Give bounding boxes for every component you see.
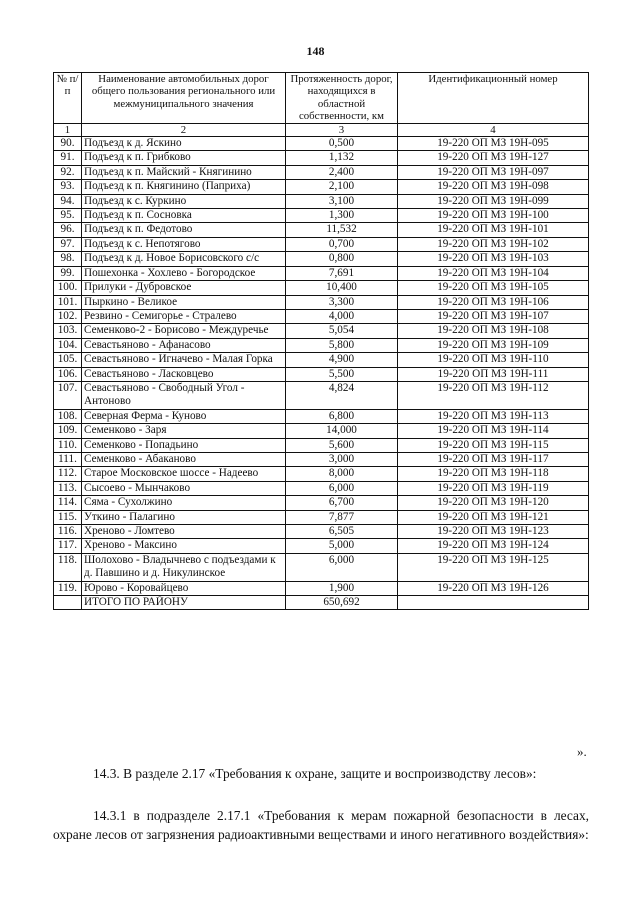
row-number: 105.: [54, 353, 82, 367]
road-id: 19-220 ОП МЗ 19Н-112: [398, 381, 589, 409]
header-length: Протяженность дорог, находящихся в областной собственности, км: [286, 73, 398, 124]
column-number: 3: [286, 123, 398, 136]
table-row: [54, 481, 589, 495]
table-row: [54, 496, 589, 510]
road-id: 19-220 ОП МЗ 19Н-104: [398, 266, 589, 280]
row-number: 91.: [54, 151, 82, 165]
table-body: [54, 137, 589, 610]
road-length: 7,691: [286, 266, 398, 280]
road-length: 6,800: [286, 409, 398, 423]
road-name: Уткино - Палагино: [82, 510, 286, 524]
road-length: 1,300: [286, 209, 398, 223]
road-id: 19-220 ОП МЗ 19Н-109: [398, 338, 589, 352]
road-name: Семенково-2 - Борисово - Междуречье: [82, 324, 286, 338]
table-row: [54, 252, 589, 266]
table-row: [54, 223, 589, 237]
road-id: 19-220 ОП МЗ 19Н-099: [398, 194, 589, 208]
row-number: 98.: [54, 252, 82, 266]
road-name: Сяма - Сухолжино: [82, 496, 286, 510]
road-length: 11,532: [286, 223, 398, 237]
road-name: Старое Московское шоссе - Надеево: [82, 467, 286, 481]
road-length: 650,692: [286, 596, 398, 610]
road-length: 0,700: [286, 237, 398, 251]
road-name: Пошехонка - Хохлево - Богородское: [82, 266, 286, 280]
road-length: 1,900: [286, 581, 398, 595]
row-number: 113.: [54, 481, 82, 495]
table-header-row: [54, 73, 589, 124]
total-row: [54, 596, 589, 610]
row-number: 100.: [54, 281, 82, 295]
road-id: 19-220 ОП МЗ 19Н-110: [398, 353, 589, 367]
road-length: 0,500: [286, 137, 398, 151]
road-name: Севастьяново - Ласковцево: [82, 367, 286, 381]
road-name: Подъезд к п. Княгинино (Паприха): [82, 180, 286, 194]
row-number: 104.: [54, 338, 82, 352]
roads-table: [53, 72, 589, 610]
road-name: Пыркино - Великое: [82, 295, 286, 309]
road-length: 10,400: [286, 281, 398, 295]
header-number: № п/п: [54, 73, 82, 124]
road-id: 19-220 ОП МЗ 19Н-115: [398, 438, 589, 452]
road-name: Прилуки - Дубровское: [82, 281, 286, 295]
column-number: 4: [398, 123, 589, 136]
road-name: Подъезд к с. Куркино: [82, 194, 286, 208]
road-length: 3,100: [286, 194, 398, 208]
road-id: 19-220 ОП МЗ 19Н-111: [398, 367, 589, 381]
row-number: 119.: [54, 581, 82, 595]
table-row: [54, 409, 589, 423]
road-length: 14,000: [286, 424, 398, 438]
header-road-name: Наименование автомобильных дорог общего пользования регионального или межмуниципального значения: [82, 73, 286, 124]
road-name: Подъезд к п. Майский - Княгинино: [82, 165, 286, 179]
road-id: 19-220 ОП МЗ 19Н-108: [398, 324, 589, 338]
table-row: [54, 467, 589, 481]
road-id: 19-220 ОП МЗ 19Н-101: [398, 223, 589, 237]
paragraph-14-3: 14.3. В разделе 2.17 «Требования к охране, защите и воспроизводству лесов»:: [93, 766, 537, 781]
road-length: 8,000: [286, 467, 398, 481]
road-id: 19-220 ОП МЗ 19Н-125: [398, 553, 589, 581]
road-name: Семенково - Абаканово: [82, 452, 286, 466]
column-number: 2: [82, 123, 286, 136]
page-number: 148: [306, 44, 325, 58]
road-name: Хреново - Ломтево: [82, 525, 286, 539]
road-length: 4,824: [286, 381, 398, 409]
table-row: [54, 452, 589, 466]
road-length: 6,505: [286, 525, 398, 539]
header-id-number: Идентификационный номер: [398, 73, 589, 124]
table-row: [54, 281, 589, 295]
row-number: 93.: [54, 180, 82, 194]
table-row: [54, 209, 589, 223]
row-number: 110.: [54, 438, 82, 452]
road-id: 19-220 ОП МЗ 19Н-120: [398, 496, 589, 510]
table-row: [54, 295, 589, 309]
road-name: Севастьяново - Афанасово: [82, 338, 286, 352]
road-name: Севастьяново - Свободный Угол - Антоново: [82, 381, 286, 409]
road-id: 19-220 ОП МЗ 19Н-095: [398, 137, 589, 151]
road-id: 19-220 ОП МЗ 19Н-127: [398, 151, 589, 165]
table-row: [54, 581, 589, 595]
road-length: 5,600: [286, 438, 398, 452]
table-row: [54, 180, 589, 194]
road-name: Подъезд к п. Сосновка: [82, 209, 286, 223]
road-id: 19-220 ОП МЗ 19Н-113: [398, 409, 589, 423]
road-length: 2,100: [286, 180, 398, 194]
road-length: 5,054: [286, 324, 398, 338]
road-id: 19-220 ОП МЗ 19Н-114: [398, 424, 589, 438]
road-id: 19-220 ОП МЗ 19Н-107: [398, 309, 589, 323]
road-name: ИТОГО ПО РАЙОНУ: [82, 596, 286, 610]
road-id: 19-220 ОП МЗ 19Н-100: [398, 209, 589, 223]
table-row: [54, 266, 589, 280]
row-number: 97.: [54, 237, 82, 251]
table-row: [54, 438, 589, 452]
road-id: 19-220 ОП МЗ 19Н-121: [398, 510, 589, 524]
road-id: 19-220 ОП МЗ 19Н-105: [398, 281, 589, 295]
road-id: 19-220 ОП МЗ 19Н-097: [398, 165, 589, 179]
paragraph-14-3-1: 14.3.1 в подразделе 2.17.1 «Требования к мерам пожарной безопасности в лесах, охране лесов от загрязнения радиоактивными веществами и иного негативного воздействия»:: [53, 808, 589, 842]
road-name: Северная Ферма - Куново: [82, 409, 286, 423]
road-name: Семенково - Попадьино: [82, 438, 286, 452]
road-length: 6,000: [286, 481, 398, 495]
table-row: [54, 338, 589, 352]
road-name: Шолохово - Владычнево с подъездами к д. Павшино и д. Никулинское: [82, 553, 286, 581]
row-number: 96.: [54, 223, 82, 237]
road-name: Хреново - Максино: [82, 539, 286, 553]
row-number: 114.: [54, 496, 82, 510]
column-number: 1: [54, 123, 82, 136]
road-length: 3,000: [286, 452, 398, 466]
table-row: [54, 381, 589, 409]
table-row: [54, 194, 589, 208]
table-row: [54, 165, 589, 179]
row-number: [54, 596, 82, 610]
road-id: 19-220 ОП МЗ 19Н-106: [398, 295, 589, 309]
table-row: [54, 324, 589, 338]
table-row: [54, 424, 589, 438]
row-number: 118.: [54, 553, 82, 581]
column-numbers-row: [54, 123, 589, 136]
road-id: 19-220 ОП МЗ 19Н-118: [398, 467, 589, 481]
table-row: [54, 237, 589, 251]
road-id: 19-220 ОП МЗ 19Н-117: [398, 452, 589, 466]
road-id: 19-220 ОП МЗ 19Н-123: [398, 525, 589, 539]
road-name: Севастьяново - Игначево - Малая Горка: [82, 353, 286, 367]
road-id: 19-220 ОП МЗ 19Н-098: [398, 180, 589, 194]
row-number: 92.: [54, 165, 82, 179]
road-id: 19-220 ОП МЗ 19Н-102: [398, 237, 589, 251]
road-id: 19-220 ОП МЗ 19Н-124: [398, 539, 589, 553]
road-id: 19-220 ОП МЗ 19Н-126: [398, 581, 589, 595]
road-length: 1,132: [286, 151, 398, 165]
road-id: [398, 596, 589, 610]
road-length: 5,800: [286, 338, 398, 352]
road-length: 3,300: [286, 295, 398, 309]
row-number: 90.: [54, 137, 82, 151]
table-row: [54, 539, 589, 553]
road-length: 0,800: [286, 252, 398, 266]
table-row: [54, 309, 589, 323]
row-number: 107.: [54, 381, 82, 409]
road-length: 5,500: [286, 367, 398, 381]
table-row: [54, 553, 589, 581]
road-length: 5,000: [286, 539, 398, 553]
road-name: Юрово - Коровайцево: [82, 581, 286, 595]
road-length: 7,877: [286, 510, 398, 524]
road-name: Подъезд к д. Новое Борисовского с/с: [82, 252, 286, 266]
table-row: [54, 525, 589, 539]
closing-quote: ».: [577, 744, 587, 759]
row-number: 106.: [54, 367, 82, 381]
row-number: 108.: [54, 409, 82, 423]
road-length: 6,700: [286, 496, 398, 510]
row-number: 115.: [54, 510, 82, 524]
table-row: [54, 151, 589, 165]
row-number: 102.: [54, 309, 82, 323]
row-number: 95.: [54, 209, 82, 223]
table-row: [54, 353, 589, 367]
road-name: Резвино - Семигорье - Стралево: [82, 309, 286, 323]
row-number: 99.: [54, 266, 82, 280]
row-number: 112.: [54, 467, 82, 481]
road-name: Подъезд к п. Грибково: [82, 151, 286, 165]
row-number: 116.: [54, 525, 82, 539]
road-id: 19-220 ОП МЗ 19Н-119: [398, 481, 589, 495]
row-number: 117.: [54, 539, 82, 553]
road-name: Подъезд к с. Непотягово: [82, 237, 286, 251]
table-row: [54, 137, 589, 151]
road-length: 4,000: [286, 309, 398, 323]
road-length: 2,400: [286, 165, 398, 179]
row-number: 94.: [54, 194, 82, 208]
road-name: Семенково - Заря: [82, 424, 286, 438]
row-number: 103.: [54, 324, 82, 338]
road-name: Подъезд к д. Яскино: [82, 137, 286, 151]
table-row: [54, 510, 589, 524]
road-length: 6,000: [286, 553, 398, 581]
road-id: 19-220 ОП МЗ 19Н-103: [398, 252, 589, 266]
table-row: [54, 367, 589, 381]
road-length: 4,900: [286, 353, 398, 367]
row-number: 101.: [54, 295, 82, 309]
row-number: 109.: [54, 424, 82, 438]
row-number: 111.: [54, 452, 82, 466]
road-name: Сысоево - Мынчаково: [82, 481, 286, 495]
road-name: Подъезд к п. Федотово: [82, 223, 286, 237]
